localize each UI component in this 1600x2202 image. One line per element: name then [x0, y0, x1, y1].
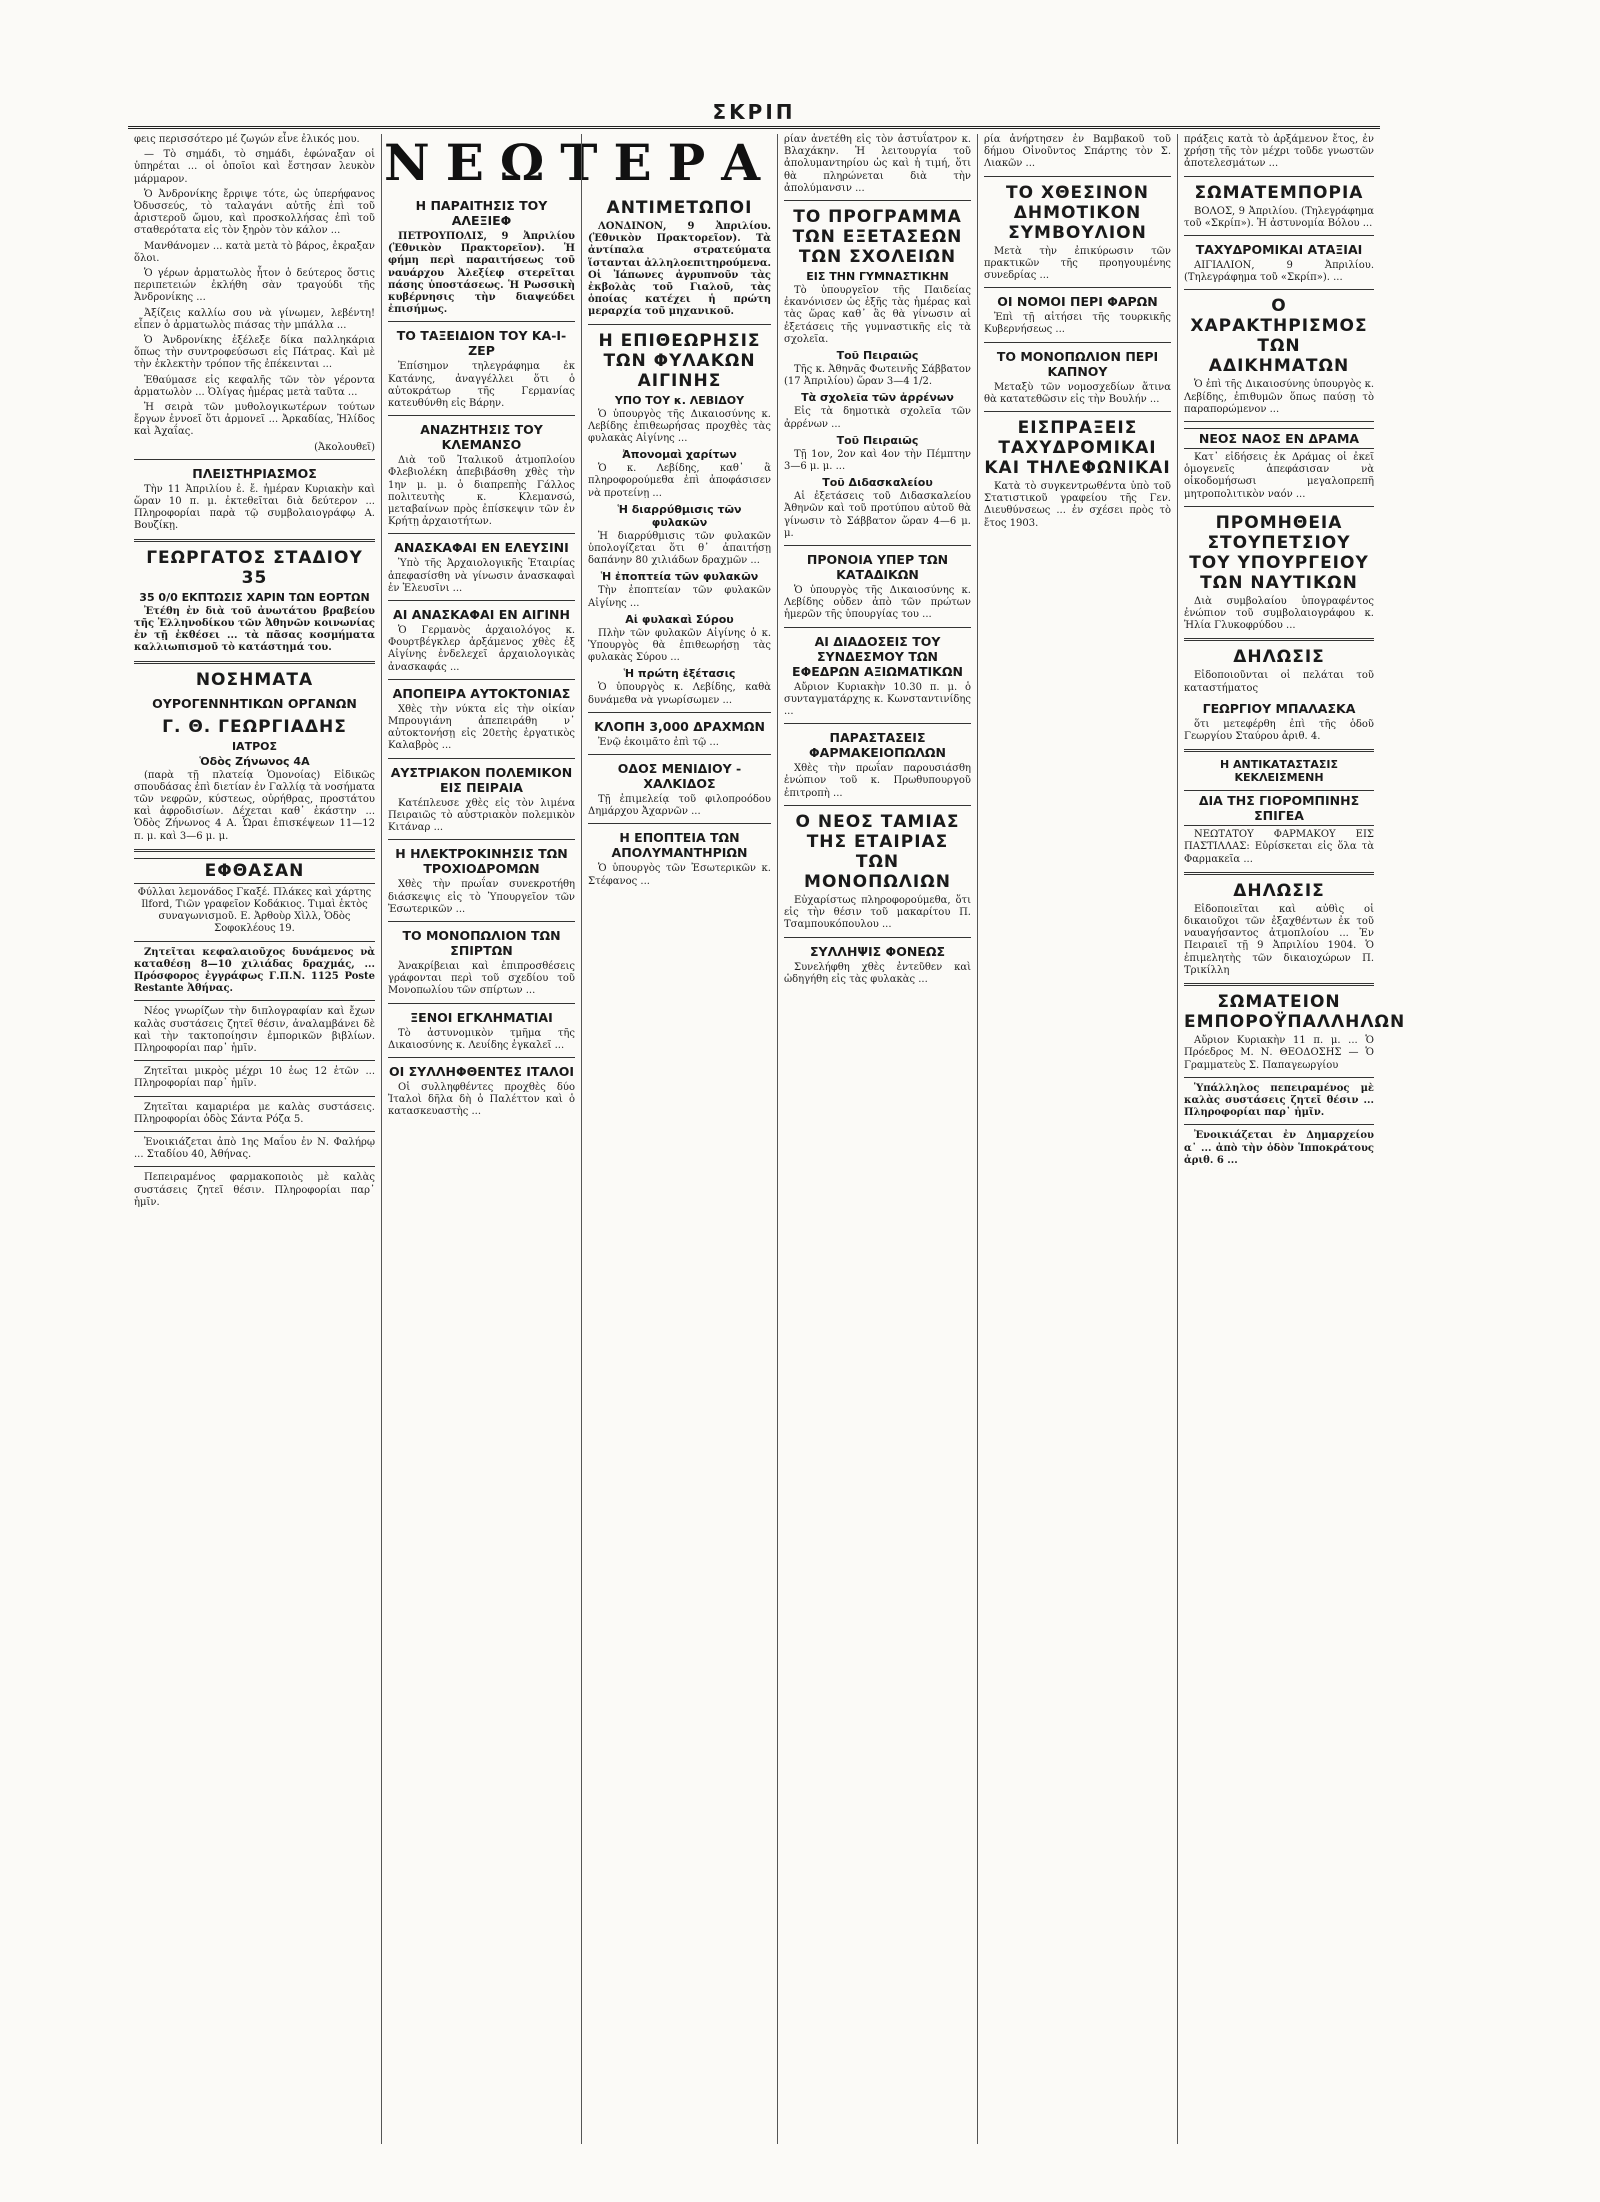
article-text: Χθὲς τὴν πρωΐαν συνεκροτήθη διάσκεψις εἰς τὸ Ὑπουργεῖον τῶν Ἐσωτερικῶν ...	[388, 879, 575, 915]
article-text: Κατέπλευσε χθὲς εἰς τὸν λιμένα Πειραιῶς τὸ αὐστριακὸν πολεμικὸν Κιτάναρ ...	[388, 797, 575, 834]
article-heading: Η ΕΠΙΘΕΩΡΗΣΙΣ ΤΩΝ ΦΥΛΑΚΩΝ ΑΙΓΙΝΗΣ	[598, 330, 761, 391]
section-banner: ΝΕΩΤΕΡΑ	[383, 132, 777, 192]
article-heading: ΣΥΛΛΗΨΙΣ ΦΟΝΕΩΣ	[810, 943, 945, 959]
advert-heading: ΓΕΩΡΓΑΤΟΣ ΣΤΑΔΙΟΥ 35	[146, 547, 363, 588]
doctor-address: Ὁδὸς Ζήνωνος 4Α	[199, 754, 310, 768]
divider	[134, 661, 375, 664]
article-heading: Η ΕΠΟΠΤΕΙΑ ΤΩΝ ΑΠΟΛΥΜΑΝΤΗΡΙΩΝ	[611, 830, 748, 861]
article-text: Μετὰ τὴν ἐπικύρωσιν τῶν πρακτικῶν τῆς προηγουμένης συνεδρίας ...	[984, 245, 1171, 282]
article-heading: ΣΩΜΑΤΕΜΠΟΡΙΑ	[1194, 182, 1364, 203]
article-text: Ἀνακρίβειαι καὶ ἐπιπροσθέσεις γράφονται περὶ τοῦ σχεδίου τοῦ Μονοπωλίου τῶν σπίρτων ...	[388, 960, 575, 997]
article-text: Ὁ Ἀνδρονίκης ἔρριψε τότε, ὡς ὑπερήφανος Ὀδυσσεύς, τὸ ταλαγάνι αὐτῆς ἐπὶ τοῦ ἀριστεροῦ ὤμου, καὶ προσκολλήσας ἐπὶ τοῦ σταθερότατα εἰς τὸν ξηρὸν τὸν κάλον ...	[134, 188, 375, 237]
advert-text: Φύλλαι λεμονάδος Γκαξέ. Πλάκες καὶ χάρτης Ilford, Τιῶν γραφεῖον Κοδάκιος. Τιμαὶ ἐκτὸς συναγωνισμοῦ. Ε. Ἀρθοὺρ Χὶλλ, Ὁδὸς Σοφοκλέους 19.	[137, 886, 372, 935]
article-subheading: Ἡ πρώτη ἐξέτασις	[623, 667, 736, 681]
advert-subheading: ΟΥΡΟΓΕΝΝΗΤΙΚΩΝ ΟΡΓΑΝΩΝ	[152, 695, 357, 711]
article-heading: ΠΑΡΑΣΤΑΣΕΙΣ ΦΑΡΜΑΚΕΙΟΠΩΛΩΝ	[809, 730, 946, 761]
article-text: ΠΕΤΡΟΥΠΟΛΙΣ, 9 Ἀπριλίου (Ἐθνικὸν Πρακτορεῖον). Ἡ φήμη περὶ παραιτήσεως τοῦ ναυάρχου Ἀλεξίεφ στερεῖται πάσης ὑποστάσεως. Ἡ Ρωσσικὴ κυβέρνησις τὴν διαψεύδει ἐπισήμως.	[388, 231, 575, 316]
article-text: Κατ᾽ εἰδήσεις ἐκ Δράμας οἱ ἐκεῖ ὁμογενεῖς ἀπεφάσισαν νὰ οἰκοδομήσωσι μεγαλοπρεπῆ μητροπολιτικὸν ναόν ...	[1184, 452, 1374, 500]
notice-text: ὅτι μετεφέρθη ἐπὶ τῆς ὁδοῦ Γεωργίου Σταύρου ἀριθ. 4.	[1184, 718, 1374, 743]
divider	[134, 849, 375, 852]
article-subheading: Τοῦ Πειραιῶς	[836, 433, 919, 447]
article-text: Μεταξὺ τῶν νομοσχεδίων ἅτινα θὰ κατατεθῶσιν εἰς τὴν Βουλήν ...	[984, 381, 1171, 405]
article-text: Τὸ ἀστυνομικὸν τμῆμα τῆς Δικαιοσύνης κ. Λευίδης ἐγκαλεῖ ...	[388, 1027, 575, 1051]
article-heading: ΑΙ ΑΝΑΣΚΑΦΑΙ ΕΝ ΑΙΓΙΝΗ	[393, 607, 570, 623]
article-text: Εἰς τὰ δημοτικὰ σχολεῖα τῶν ἀρρένων ...	[784, 406, 971, 430]
classified-ad: Ὑπάλληλος πεπειραμένος μὲ καλὰς συστάσεις ζητεῖ θέσιν ... Πληροφορίαι παρ᾽ ἡμῖν.	[1184, 1082, 1374, 1119]
article-text: Διὰ τοῦ Ἰταλικοῦ ἀτμοπλοίου Φλεβιολέκη ἀπεβιβάσθη χθὲς τὴν 1ην μ. μ. ὁ διαπρεπὴς Γάλλος πολιτευτὴς κ. Κλεμανσώ, μεταβαίνων πρὸς ἐπίσκεψιν τῶν ἐν Κρήτῃ ἀρχαιοτήτων.	[388, 455, 575, 528]
notice-name: ΓΕΩΡΓΙΟΥ ΜΠΑΛΑΣΚΑ	[1202, 700, 1356, 716]
article-text: Ὁ ὑπουργὸς κ. Λεβίδης, καθὰ δυνάμεθα νὰ γνωρίσωμεν ...	[588, 682, 771, 706]
article-text: Ἐπὶ τῇ αἰτήσει τῆς τουρκικῆς Κυβερνήσεως ...	[984, 312, 1171, 336]
advert-text: (παρὰ τῇ πλατείᾳ Ὁμονοίας) Εἰδικῶς σπουδάσας ἐπὶ διετίαν ἐν Γαλλίᾳ τὰ νοσήματα τῶν νεφρῶν, κύστεως, οὐρήθρας, προστάτου καὶ ἀφροδισίων. Δέχεται καθ᾽ ἑκάστην ... Ὁδὸς Ζήνωνος 4 Α. Ὧραι ἐπισκέψεων 11—12 π. μ. καὶ 3—6 μ. μ.	[134, 769, 376, 842]
divider	[134, 539, 375, 542]
article-text: Κατὰ τὸ συγκεντρωθέντα ὑπὸ τοῦ Στατιστικοῦ γραφείου τῆς Γεν. Διευθύνσεως ... ἐν σχέσει πρὸς τὸ ἔτος 1903.	[984, 481, 1171, 529]
article-text: Τῆς κ. Ἀθηνᾶς Φωτεινῆς Σάββατον (17 Ἀπριλίου) ὥραν 3—4 1/2.	[784, 364, 971, 388]
article-text: Αὔριον Κυριακὴν 10.30 π. μ. ὁ συνταγματάρχης κ. Κωνσταντινίδης ...	[784, 681, 971, 718]
article-text: Διὰ συμβολαίου ὑπογραφέντος ἐνώπιον τοῦ συμβολαιογράφου κ. Ἠλία Γλυκοφρύδου ...	[1184, 595, 1374, 632]
article-heading: ΠΛΕΙΣΤΗΡΙΑΣΜΟΣ	[192, 465, 317, 481]
article-text: Αἱ ἐξετάσεις τοῦ Διδασκαλείου Ἀθηνῶν καὶ τοῦ προτύπου αὐτοῦ θὰ γίνωσιν τὸ Σάββατον ὥραν 4—6 μ. μ.	[784, 491, 971, 539]
classified-ad: Ἐνοικιάζεται ἀπὸ 1ης Μαΐου ἐν Ν. Φαλήρῳ ... Σταδίου 40, Ἀθήνας.	[134, 1136, 375, 1161]
advert-heading: ΝΟΣΗΜΑΤΑ	[195, 669, 314, 690]
article-heading: Ο ΧΑΡΑΚΤΗΡΙΣΜΟΣ ΤΩΝ ΑΔΙΚΗΜΑΤΩΝ	[1190, 296, 1368, 377]
article-text: Ἐπίσημον τηλεγράφημα ἐκ Κατάνης, ἀναγγέλλει ὅτι ὁ αὐτοκράτωρ τῆς Γερμανίας κατευθύνθη εἰς Βάρην.	[388, 361, 575, 410]
doctor-name: Γ. Θ. ΓΕΩΡΓΙΑΔΗΣ	[162, 716, 347, 737]
article-text: Ἀξίζεις καλλίω σου νὰ γίνωμεν, λεβέντη! εἶπεν ὁ ἀρματωλὸς πιάσας τὴν μπάλλα ...	[134, 307, 375, 331]
article-text: Πλὴν τῶν φυλακῶν Αἰγίνης ὁ κ. Ὑπουργὸς θὰ ἐπιθεωρήσῃ τὰς φυλακὰς Σύρου ...	[588, 627, 771, 664]
article-text: Τὴν ἐποπτείαν τῶν φυλακῶν Αἰγίνης ...	[588, 585, 771, 609]
article-subheading: Αἱ φυλακαὶ Σύρου	[625, 612, 734, 626]
article-subheading: Τὰ σχολεῖα τῶν ἀρρένων	[801, 391, 954, 405]
classified-ad: Ζητεῖται κεφαλαιοῦχος δυνάμενος νὰ καταθέσῃ 8—10 χιλιάδας δραχμάς, ... Πρόσφορος ἐγγράφως Γ.Π.Ν. 1125 Poste Restante Ἀθήνας.	[134, 946, 375, 995]
classified-ad: Ζητεῖται καμαριέρα με καλὰς συστάσεις. Πληροφορίαι ὁδὸς Σάντα Ρόζα 5.	[134, 1101, 375, 1125]
divider	[134, 1060, 375, 1061]
article-heading: Ο ΝΕΟΣ ΤΑΜΙΑΣ ΤΗΣ ΕΤΑΙΡΙΑΣ ΤΩΝ ΜΟΝΟΠΩΛΙΩΝ	[795, 811, 960, 892]
article-heading: ΑΝΑΣΚΑΦΑΙ ΕΝ ΕΛΕΥΣΙΝΙ	[394, 540, 569, 556]
article-text: Ὁ ὑπουργὸς τῆς Δικαιοσύνης κ. Λεβίδης οὐδεν ἀπὸ τῶν πρώτων ἡμερῶν τῆς ὑπουργίας του ...	[784, 585, 971, 621]
article-heading: ΑΝΑΖΗΤΗΣΙΣ ΤΟΥ ΚΛΕΜΑΝΣΟ	[420, 422, 543, 453]
article-text: Ἐνῷ ἐκοιμᾶτο ἐπὶ τῷ ...	[598, 736, 719, 748]
article-heading: Η ΗΛΕΚΤΡΟΚΙΝΗΣΙΣ ΤΩΝ ΤΡΟΧΙΟΔΡΟΜΩΝ	[395, 846, 568, 877]
divider	[134, 1096, 375, 1097]
notice-heading: ΔΗΛΩΣΙΣ	[1233, 647, 1325, 668]
advert-heading: ΔΙΑ ΤΗΣ ΓΙΟΡΟΜΠΙΝΗΣ ΣΠΙΓΕΑ	[1184, 790, 1374, 826]
article-heading: ΑΙ ΔΙΑΔΟΣΕΙΣ ΤΟΥ ΣΥΝΔΕΣΜΟΥ ΤΩΝ ΕΦΕΔΡΩΝ ΑΞΙΩΜΑΤΙΚΩΝ	[792, 633, 963, 679]
article-text: Τῇ 1ον, 2ον καὶ 4ον τὴν Πέμπτην 3—6 μ. μ. ...	[784, 448, 971, 473]
article-text: πράξεις κατὰ τὸ ἀρξάμενον ἔτος, ἐν χρήσῃ τῆς τὸν μέχρι τοῦδε γνωστῶν ἀποτελεσμάτων ...	[1184, 134, 1374, 170]
classified-ad: Πεπειραμένος φαρμακοποιὸς μὲ καλὰς συστάσεις ζητεῖ θέσιν. Πληροφορίαι παρ᾽ ἡμῖν.	[134, 1172, 375, 1208]
article-heading: ΟΙ ΣΥΛΛΗΦΘΕΝΤΕΣ ΙΤΑΛΟΙ	[388, 1063, 575, 1079]
article-subheading: ΕΙΣ ΤΗΝ ΓΥΜΝΑΣΤΙΚΗΝ	[806, 270, 949, 284]
article-heading: ΞΕΝΟΙ ΕΓΚΛΗΜΑΤΙΑΙ	[410, 1009, 553, 1025]
article-text: Χθὲς τὴν πρωΐαν παρουσιάσθη ἐνώπιον τοῦ κ. Πρωθυπουργοῦ ἐπιτροπὴ ...	[784, 763, 971, 799]
article-text: Μανθάνομεν ... κατὰ μετὰ τὸ βάρος, ἐκραξαν ὅλοι.	[134, 240, 375, 264]
column-5	[978, 134, 1178, 2144]
article-text: Ὁ Ἀνδρονίκης ἐξέλεξε δίκα παλληκάρια ὅπως τὴν συντροφεύσωσι εἰς Πάτρας. Καὶ μὲ τὴν ἐκλεκτὴν τρόπον τῆς ἐπέκεινται ...	[134, 335, 375, 371]
article-heading: ΑΝΤΙΜΕΤΩΠΟΙ	[606, 198, 753, 218]
article-subheading: ΥΠΟ ΤΟΥ κ. ΛΕΒΙΔΟΥ	[614, 393, 745, 407]
article-heading: ΤΟ ΠΡΟΓΡΑΜΜΑ ΤΩΝ ΕΞΕΤΑΣΕΩΝ ΤΩΝ ΣΧΟΛΕΙΩΝ	[792, 207, 963, 268]
advert-subheading: 35 0/0 ΕΚΠΤΩΣΙΣ ΧΑΡΙΝ ΤΩΝ ΕΟΡΤΩΝ	[139, 590, 370, 604]
article-text: Τὴν 11 Ἀπριλίου ἐ. ἔ. ἡμέραν Κυριακὴν καὶ ὥραν 10 π. μ. ἐκτεθεῖται διὰ δεύτερον ... Πληροφορίαι παρὰ τῷ συμβολαιογράφῳ Α. Βουζίκῃ.	[134, 483, 375, 532]
article-heading: ΤΟ ΜΟΝΟΠΩΛΙΟΝ ΠΕΡΙ ΚΑΠΝΟΥ	[996, 348, 1159, 379]
article-text: Ὁ Γερμανὸς ἀρχαιολόγος κ. Φουρτβέγκλερ ἀρξάμενος χθὲς ἐξ Αἰγίνης ἐνδελεχεῖ ἀρχαιολογικὰς ἀνασκαφάς ...	[388, 625, 575, 673]
classified-ad: Ζητεῖται μικρὸς μέχρι 10 ἑως 12 ἐτῶν ... Πληροφορίαι παρ᾽ ἡμῖν.	[134, 1066, 375, 1090]
article-subheading: Ἡ ἐποπτεία τῶν φυλακῶν	[600, 570, 759, 584]
article-heading: ΟΙ ΝΟΜΟΙ ΠΕΡΙ ΦΑΡΩΝ	[997, 294, 1158, 310]
notice-text: Εἰδοποιοῦνται οἱ πελάται τοῦ καταστήματος	[1184, 670, 1374, 694]
article-text: — Τὸ σημάδι, τὸ σημάδι, ἐφώναξαν οἱ ὑπηρέται ... οἱ ὁποῖοι καὶ ἔστησαν λευκὸν μάρμαρον.	[134, 149, 375, 185]
article-text: Συνελήφθη χθὲς ἐντεῦθεν καὶ ὡδηγήθη εἰς τὰς φυλακὰς ...	[784, 961, 971, 985]
article-text: Οἱ συλληφθέντες προχθὲς δύο Ἰταλοὶ δῆλα δὴ ὁ Παλέττον καὶ ὁ κατασκευαστὴς ...	[388, 1081, 575, 1118]
article-text: ρία ἀνήρτησεν ἐν Βαμβακοῦ τοῦ δήμου Οἰνοῦντος Σπάρτης τὸν Σ. Λιακῶν ...	[984, 134, 1171, 170]
article-text: Ὁ ἐπὶ τῆς Δικαιοσύνης ὑπουργὸς κ. Λεβίδης, ἐπιθυμῶν ὅπως παύσῃ τὸ παραπορώμενον ...	[1184, 379, 1374, 415]
advert-text: ΝΕΩΤΑΤΟΥ ΦΑΡΜΑΚΟΥ ΕΙΣ ΠΑΣΤΙΛΛΑΣ: Εὑρίσκεται εἰς ὅλα τὰ Φαρμακεῖα ...	[1184, 829, 1374, 865]
classified-ad: Νέος γνωρίζων τὴν διπλογραφίαν καὶ ἔχων καλὰς συστάσεις ζητεῖ θέσιν, ἀναλαμβάνει δὲ καὶ τὴν τακτοποίησιν ἐμπορικῶν βιβλίων. Πληροφορίαι παρ᾽ ἡμῖν.	[134, 1006, 375, 1054]
advert-text: Ἐτέθη ἐν διὰ τοῦ ἀνωτάτου βραβείου τῆς Ἑλληνοδίκου τῶν Ἀθηνῶν κοινωνίας ἐν τῇ ἐκθέσει ... τὰ πᾶσας κοσμήματα καλλιωπισμοῦ τὸ κατάστημά του.	[134, 605, 375, 654]
doctor-title: ΙΑΤΡΟΣ	[231, 739, 278, 753]
article-subheading: Τοῦ Πειραιῶς	[836, 349, 919, 363]
article-heading: Η ΠΑΡΑΙΤΗΣΙΣ ΤΟΥ ΑΛΕΞΙΕΦ	[415, 198, 548, 228]
article-heading: ΑΠΟΠΕΙΡΑ ΑΥΤΟΚΤΟΝΙΑΣ	[392, 685, 571, 701]
divider	[134, 1166, 375, 1167]
notice-heading: ΔΗΛΩΣΙΣ	[1233, 880, 1325, 901]
article-text: ρίαν ἀνετέθη εἰς τὸν ἀστυΐατρον κ. Βλαχάκην. Ἡ λειτουργία τοῦ ἀπολυμαντηρίου ὡς καὶ ἡ τιμή, ὅτι θὰ πληρώνεται διὰ τὴν ἀπολύμανσιν ...	[784, 134, 971, 194]
article-heading: ΤΟ ΧΘΕΣΙΝΟΝ ΔΗΜΟΤΙΚΟΝ ΣΥΜΒΟΥΛΙΟΝ	[1006, 182, 1149, 243]
column-6	[1178, 134, 1406, 2144]
running-head: ΣΚΡΙΠ	[712, 100, 796, 124]
article-text: Τῇ ἐπιμελείᾳ τοῦ φιλοπροόδου Δημάρχου Ἀχαρνῶν ...	[588, 794, 771, 818]
article-heading: ΕΙΣΠΡΑΞΕΙΣ ΤΑΧΥΔΡΟΜΙΚΑΙ ΚΑΙ ΤΗΛΕΦΩΝΙΚΑΙ	[984, 418, 1171, 479]
article-text: φεις περισσότερο μέ ζωγών εἶνε ἐλικός μου.	[134, 134, 360, 145]
article-text: ΛΟΝΔΙΝΟΝ, 9 Ἀπριλίου. (Ἐθνικὸν Πρακτορεῖον). Τὰ ἀντίπαλα στρατεύματα ἵστανται ἀλληλοεπιτηρούμενα. Οἱ Ἰάπωνες ἀγρυπνοῦν τὰς ἐκβολὰς τοῦ Γιαλοῦ, τὰς ὁποίας κατέχει ἡ πρώτη μεραρχία τοῦ μηχανικοῦ.	[588, 221, 771, 318]
column-4	[778, 134, 978, 2144]
article-signature: (Ἀκολουθεῖ)	[314, 441, 375, 453]
article-text: Εὐχαρίστως πληροφορούμεθα, ὅτι εἰς τὴν θέσιν τοῦ μακαρίτου Π. Τσαμπουκόπουλου ...	[784, 894, 971, 931]
article-text: Ἡ σειρὰ τῶν μυθολογικωτέρων τούτων ἔργων ἐννοεῖ ὅτι ἀρμονεῖ ... Ἀρκαδίας, Ἠλίδος καὶ Ἀχαΐας.	[134, 402, 375, 438]
divider	[134, 1131, 375, 1132]
article-subheading: Ἡ διαρρύθμισις τῶν φυλακῶν	[617, 502, 742, 529]
divider	[134, 459, 375, 460]
article-text: Ἐθαύμασε εἰς κεφαλῆς τῶν τὸν γέροντα ἀρματωλὸν ... Ὀλίγας ἡμέρας μετὰ ταῦτα ...	[134, 374, 375, 398]
notice-text: Εἰδοποιεῖται καὶ αὐθὶς οἱ δικαιοῦχοι τῶν ἐξαχθέντων ἐκ τοῦ ναυαγήσαντος ἀτμοπλοίου ... Ἐν Πειραιεῖ τῇ 9 Ἀπριλίου 1904. Ὁ ἐπιμελητὴς τῶν δικαιοχώρων Π. Τρικίλλη	[1184, 903, 1374, 976]
article-subheading: Ἀπονομαὶ χαρίτων	[622, 448, 737, 462]
column-3	[582, 134, 778, 2144]
divider	[134, 1000, 375, 1001]
article-heading: ΠΡΟΜΗΘΕΙΑ ΣΤΟΥΠΕΤΣΙΟΥ ΤΟΥ ΥΠΟΥΡΓΕΙΟΥ ΤΩΝ ΝΑΥΤΙΚΩΝ	[1189, 512, 1369, 593]
article-heading: ΝΕΟΣ ΝΑΟΣ ΕΝ ΔΡΑΜΑ	[1184, 428, 1374, 449]
article-heading: ΠΡΟΝΟΙΑ ΥΠΕΡ ΤΩΝ ΚΑΤΑΔΙΚΩΝ	[806, 552, 949, 583]
article-text: Χθὲς τὴν νύκτα εἰς τὴν οἰκίαν Μπρουγιάνη ἀπεπειράθη ν᾽ αὐτοκτονήσῃ εἰς 20ετὴς ἐργατικὸς Καλαβρὸς ...	[388, 703, 575, 752]
article-text: Ὑπὸ τῆς Ἀρχαιολογικῆς Ἑταιρίας ἀπεφασίσθη νὰ γίνωσιν ἀνασκαφαὶ ἐν Ἐλευσῖνι ...	[388, 558, 575, 594]
article-heading: ΟΔΟΣ ΜΕΝΙΔΙΟΥ - ΧΑΛΚΙΔΟΣ	[617, 761, 742, 792]
notice-text: Αὔριον Κυριακὴν 11 π. μ. ... Ὁ Πρόεδρος Μ. Ν. ΘΕΟΔΟΣΗΣ — Ὁ Γραμματεὺς Σ. Παπαγεωργίου	[1184, 1035, 1374, 1071]
article-text: ΑΙΓΙΑΛΙΟΝ, 9 Ἀπριλίου. (Τηλεγράφημα τοῦ «Σκρίπ»). ...	[1184, 260, 1374, 284]
advert-subheading: Η ΑΝΤΙΚΑΤΑΣΤΑΣΙΣ ΚΕΚΛΕΙΣΜΕΝΗ	[1219, 758, 1339, 785]
column-1	[128, 134, 382, 2144]
classified-ad: Ἐνοικιάζεται ἐν Δημαρχείου α᾽ ... ἀπὸ τὴν ὁδὸν Ἱπποκράτους ἀριθ. 6 ...	[1184, 1130, 1374, 1166]
advert-heading: ΕΦΘΑΣΑΝ	[134, 858, 375, 884]
article-text: ΒΟΛΟΣ, 9 Ἀπριλίου. (Τηλεγράφημα τοῦ «Σκρίπ»). Ἡ ἀστυνομία Βόλου ...	[1184, 205, 1374, 229]
article-heading: ΤΟ ΤΑΞΕΙΔΙΟΝ ΤΟΥ ΚΑ-Ι-ΖΕΡ	[396, 328, 567, 359]
column-2	[382, 134, 582, 2144]
masthead	[128, 100, 1380, 129]
article-text: Ὁ κ. Λεβίδης, καθ᾽ ἃ πληροφορούμεθα ἐπὶ ἀποφάσισεν νὰ προτείνῃ ...	[588, 463, 771, 499]
article-text: Ἡ διαρρύθμισις τῶν φυλακῶν ὑπολογίζεται ὅτι θ᾽ ἀπαιτήσῃ δαπάνην 80 χιλιάδων δραχμῶν ...	[588, 530, 771, 567]
article-heading: ΚΛΟΠΗ 3,000 ΔΡΑΧΜΩΝ	[594, 718, 765, 734]
article-text: Ὁ ὑπουργὸς τῶν Ἐσωτερικῶν κ. Στέφανος ...	[588, 863, 771, 887]
notice-heading: ΣΩΜΑΤΕΙΟΝ ΕΜΠΟΡΟΫΠΑΛΛΗΛΩΝ	[1184, 992, 1406, 1033]
columns	[128, 132, 1406, 2144]
article-heading: ΤΑΧΥΔΡΟΜΙΚΑΙ ΑΤΑΞΙΑΙ	[1195, 242, 1363, 258]
article-text: Ὁ γέρων ἀρματωλὸς ἦτον ὁ δεύτερος ὅστις περιπετειών ἐκλήθη σὰν τραγούδι τῆς Ἀνδρονίκης ...	[134, 268, 375, 304]
article-text: Ὁ ὑπουργὸς τῆς Δικαιοσύνης κ. Λεβίδης ἐπιθεωρήσας προχθὲς τὰς φυλακὰς Αἰγίνης ...	[588, 408, 771, 445]
article-heading: ΑΥΣΤΡΙΑΚΟΝ ΠΟΛΕΜΙΚΟΝ ΕΙΣ ΠΕΙΡΑΙΑ	[390, 764, 573, 795]
divider	[134, 941, 375, 942]
article-subheading: Τοῦ Διδασκαλείου	[822, 476, 933, 490]
article-text: Τὸ ὑπουργεῖον τῆς Παιδείας ἐκανόνισεν ὡς ἑξῆς τὰς ἡμέρας καὶ τὰς ὥρας καθ᾽ ἃς θὰ γίνωσιν αἱ ἐξετάσεις τῆς γυμναστικῆς εἰς τὰ σχολεῖα.	[784, 285, 971, 345]
article-heading: ΤΟ ΜΟΝΟΠΩΛΙΟΝ ΤΩΝ ΣΠΙΡΤΩΝ	[402, 927, 561, 958]
